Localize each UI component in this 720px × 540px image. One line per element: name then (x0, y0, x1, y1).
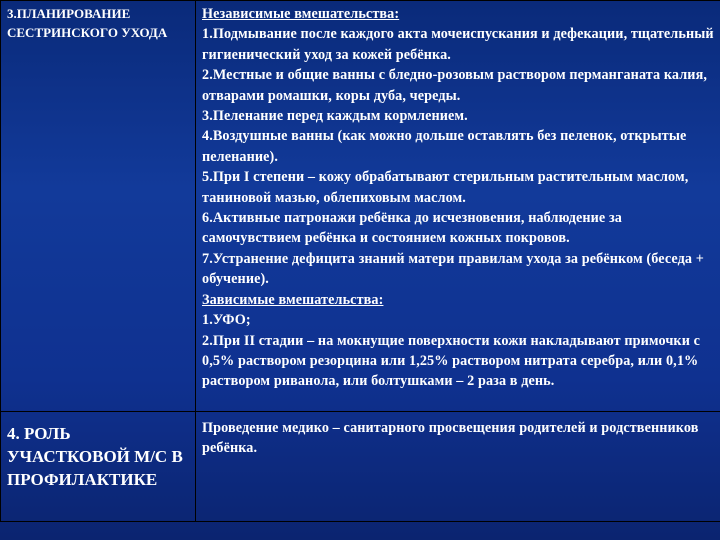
independent-item: 6.Активные патронажи ребёнка до исчезновения, наблюдение за самочувствием ребёнка и состоянием кожных покровов. (202, 210, 622, 247)
role-label-cell (1, 412, 196, 522)
independent-item: 2.Местные и общие ванны с бледно-розовым раствором перманганата калия, отварами ромашки, коры дуба, череды. (202, 67, 707, 104)
stage-label-cell (1, 1, 196, 412)
role-text-cell (196, 412, 720, 522)
independent-item: 3.Пеленание перед каждым кормлением. (202, 108, 468, 125)
dependent-item: 1.УФО; (202, 312, 251, 329)
dependent-item: 2.При II стадии – на мокнущие поверхности кожи накладывают примочки с 0,5% раствором резорцина или 1,25% раствором нитрата серебра, или 0,1% раствором риванола, или болтушками – 2 раза в день. (202, 332, 701, 390)
independent-item: 7.Устранение дефицита знаний матери правилам ухода за ребёнком (беседа + обучение). (202, 250, 704, 288)
stage-label: 3.ПЛАНИРОВАНИЕ СЕСТРИНСКОГО УХОДА (7, 6, 168, 40)
independent-heading: Независимые вмешательства: (202, 6, 400, 22)
independent-item: 4.Воздушные ванны (как можно дольше оставлять без пеленок, открытые пеленание). (202, 128, 687, 165)
independent-item: 1.Подмывание после каждого акта мочеиспускания и дефекации, тщательный гигиенический уход за кожей ребёнка. (202, 26, 714, 63)
table-row-planning (1, 1, 720, 412)
role-label: 4. РОЛЬ УЧАСТКОВОЙ М/С В ПРОФИЛАКТИКЕ (7, 424, 183, 489)
table-row-role (1, 412, 720, 522)
independent-item: 5.При I степени – кожу обрабатывают стерильным растительным маслом, таниновой мазью, облепиховым маслом. (202, 169, 689, 206)
role-text: Проведение медико – санитарного просвещения родителей и родственников ребёнка. (202, 420, 699, 457)
dependent-heading: Зависимые вмешательства: (202, 291, 384, 308)
interventions-cell (196, 1, 720, 412)
interventions-text (202, 4, 714, 392)
